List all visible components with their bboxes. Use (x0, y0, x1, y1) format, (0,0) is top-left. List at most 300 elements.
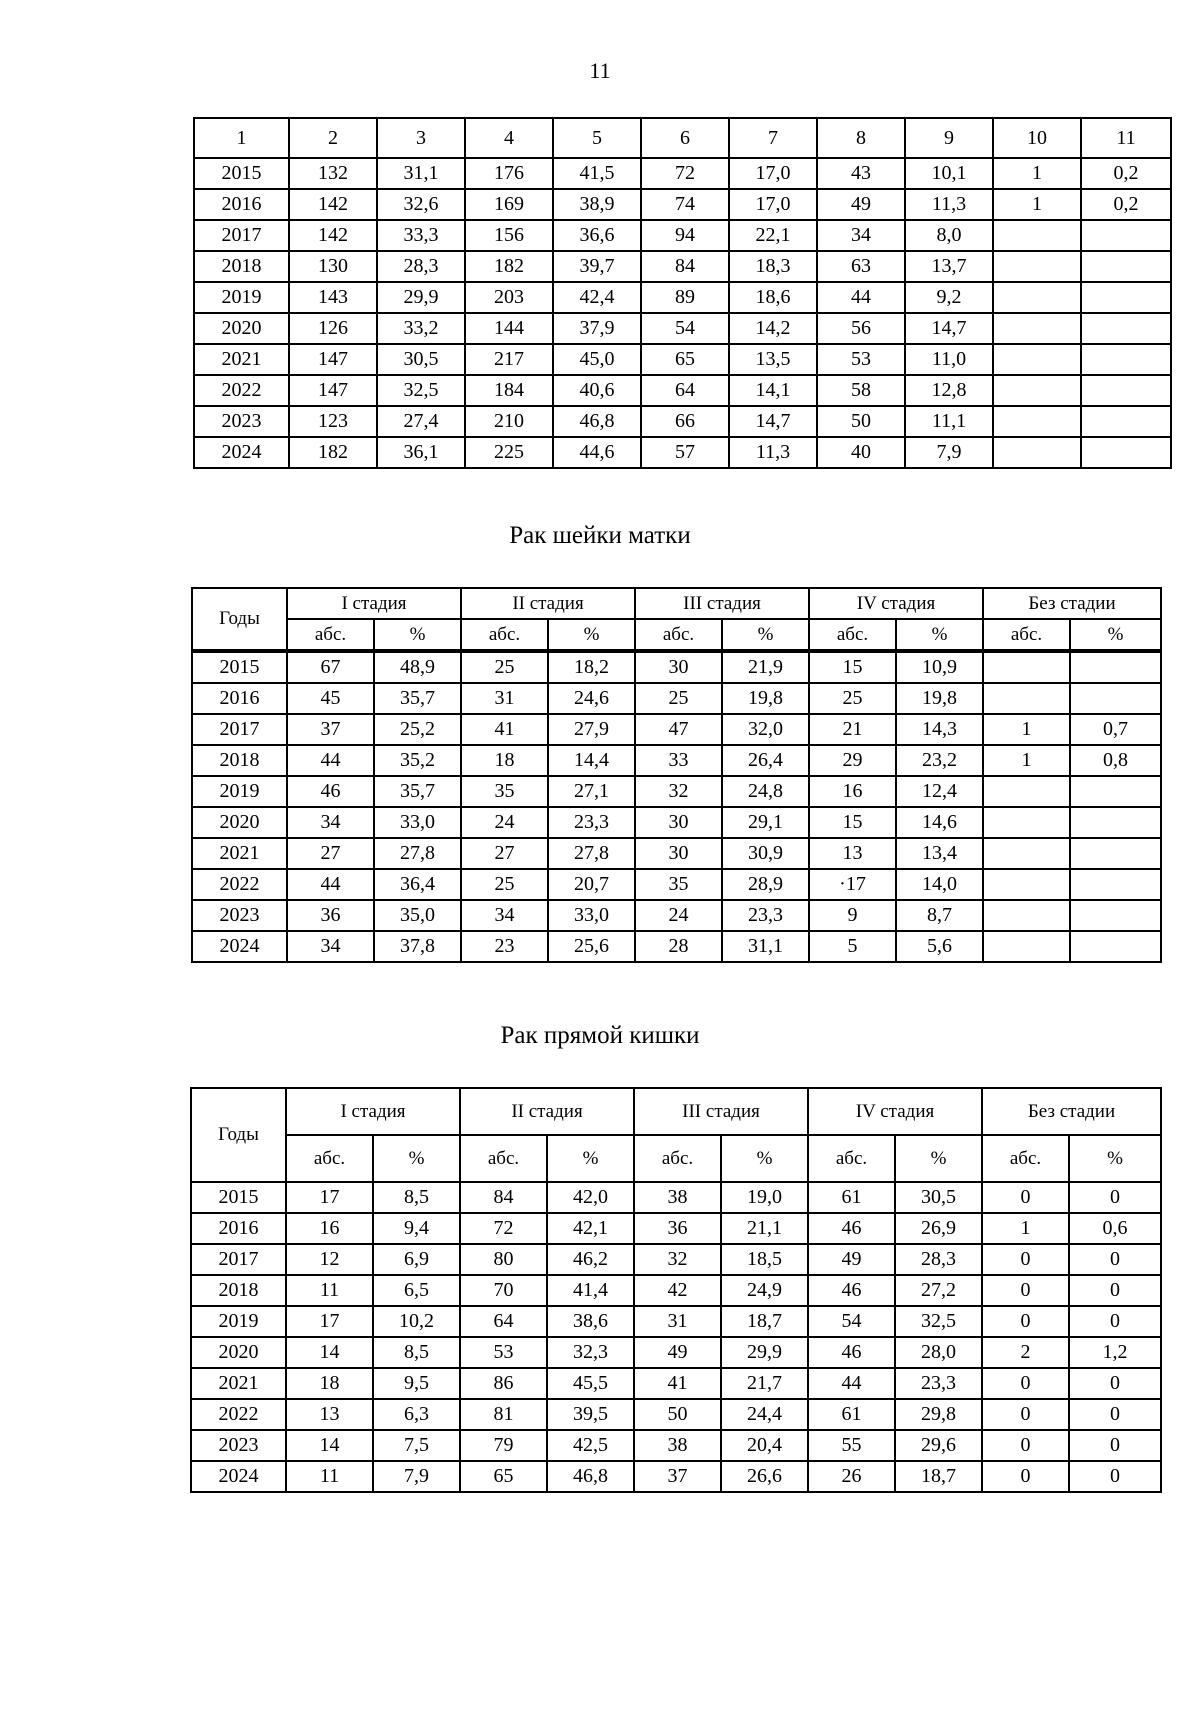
year-cell: 2024 (191, 1461, 286, 1492)
value-cell: 41,4 (547, 1275, 634, 1306)
value-cell: 1 (983, 714, 1070, 745)
value-cell (1070, 838, 1161, 869)
value-cell: 58 (817, 375, 905, 406)
value-cell: 27,9 (548, 714, 635, 745)
value-cell: 29 (809, 745, 896, 776)
value-cell: 12,4 (896, 776, 983, 807)
value-cell: 30,9 (722, 838, 809, 869)
value-cell: 32,6 (377, 189, 465, 220)
value-cell: 21,1 (721, 1213, 808, 1244)
value-cell (1081, 313, 1171, 344)
value-cell: 26,9 (895, 1213, 982, 1244)
year-cell: 2021 (191, 1368, 286, 1399)
stage-4-header: IV стадия (809, 588, 983, 619)
value-cell: 169 (465, 189, 553, 220)
percent-subheader: % (896, 619, 983, 651)
value-cell: 12,8 (905, 375, 993, 406)
value-cell: 30 (635, 838, 722, 869)
subheader-row (192, 619, 1161, 651)
value-cell: 37,9 (553, 313, 641, 344)
abs-subheader: абс. (460, 1135, 547, 1182)
value-cell: 28,9 (722, 869, 809, 900)
value-cell: 147 (289, 375, 377, 406)
value-cell: 44,6 (553, 437, 641, 468)
value-cell: 1 (983, 745, 1070, 776)
table-row (194, 251, 1171, 282)
value-cell: 86 (460, 1368, 547, 1399)
stage-header-row (192, 588, 1161, 619)
value-cell: 14,1 (729, 375, 817, 406)
value-cell: 32 (634, 1244, 721, 1275)
percent-subheader: % (548, 619, 635, 651)
abs-subheader: абс. (982, 1135, 1069, 1182)
abs-subheader: абс. (983, 619, 1070, 651)
value-cell: 94 (641, 220, 729, 251)
column-number: 2 (289, 118, 377, 158)
value-cell (1081, 220, 1171, 251)
value-cell: 147 (289, 344, 377, 375)
percent-subheader: % (895, 1135, 982, 1182)
column-number: 5 (553, 118, 641, 158)
stage-2-header: II стадия (460, 1088, 634, 1135)
table-row (194, 220, 1171, 251)
value-cell: 30,5 (895, 1182, 982, 1213)
value-cell: 42 (634, 1275, 721, 1306)
value-cell: 182 (289, 437, 377, 468)
value-cell: 6,3 (373, 1399, 460, 1430)
value-cell: 35 (635, 869, 722, 900)
value-cell: 36,6 (553, 220, 641, 251)
table-row (191, 1213, 1161, 1244)
value-cell: 1 (993, 158, 1081, 189)
value-cell: 6,5 (373, 1275, 460, 1306)
value-cell: 0 (982, 1306, 1069, 1337)
year-cell: 2015 (191, 1182, 286, 1213)
column-number: 7 (729, 118, 817, 158)
year-cell: 2023 (191, 1430, 286, 1461)
value-cell: 44 (808, 1368, 895, 1399)
value-cell: 44 (287, 745, 374, 776)
table-row (192, 745, 1161, 776)
value-cell: 21,7 (721, 1368, 808, 1399)
value-cell: 18,5 (721, 1244, 808, 1275)
value-cell: 53 (817, 344, 905, 375)
value-cell: 0 (1069, 1306, 1161, 1337)
value-cell (993, 313, 1081, 344)
table-row (192, 869, 1161, 900)
value-cell: 38 (634, 1182, 721, 1213)
table-row (194, 406, 1171, 437)
value-cell: 46 (287, 776, 374, 807)
value-cell: 25 (635, 683, 722, 714)
value-cell: 37 (634, 1461, 721, 1492)
year-cell: 2016 (192, 683, 287, 714)
value-cell: 31 (461, 683, 548, 714)
year-cell: 2020 (194, 313, 289, 344)
value-cell: 46,8 (547, 1461, 634, 1492)
value-cell: 9,5 (373, 1368, 460, 1399)
value-cell: 27 (287, 838, 374, 869)
abs-subheader: абс. (286, 1135, 373, 1182)
value-cell: 26 (808, 1461, 895, 1492)
value-cell: 65 (460, 1461, 547, 1492)
value-cell: 0,2 (1081, 189, 1171, 220)
value-cell: 45,0 (553, 344, 641, 375)
value-cell: 24,6 (548, 683, 635, 714)
value-cell: 29,9 (721, 1337, 808, 1368)
value-cell (1070, 651, 1161, 683)
year-cell: 2015 (194, 158, 289, 189)
value-cell: 11 (286, 1275, 373, 1306)
value-cell: 64 (641, 375, 729, 406)
value-cell: 0 (982, 1368, 1069, 1399)
value-cell: 14,6 (896, 807, 983, 838)
value-cell: 80 (460, 1244, 547, 1275)
value-cell: 61 (808, 1399, 895, 1430)
value-cell: 25,6 (548, 931, 635, 962)
value-cell: 67 (287, 651, 374, 683)
value-cell: 30 (635, 807, 722, 838)
value-cell: 61 (808, 1182, 895, 1213)
value-cell: 42,4 (553, 282, 641, 313)
value-cell: 0 (1069, 1182, 1161, 1213)
column-number: 10 (993, 118, 1081, 158)
value-cell: 50 (817, 406, 905, 437)
value-cell: 28 (635, 931, 722, 962)
value-cell: 13 (809, 838, 896, 869)
table-row (194, 158, 1171, 189)
value-cell: 64 (460, 1306, 547, 1337)
column-number: 9 (905, 118, 993, 158)
table-row (191, 1306, 1161, 1337)
table-row (192, 838, 1161, 869)
value-cell: 1 (993, 189, 1081, 220)
value-cell: 54 (808, 1306, 895, 1337)
value-cell: 182 (465, 251, 553, 282)
value-cell: 19,0 (721, 1182, 808, 1213)
value-cell: 29,9 (377, 282, 465, 313)
table-row (194, 313, 1171, 344)
value-cell: 11,3 (905, 189, 993, 220)
value-cell (993, 220, 1081, 251)
value-cell: 46 (808, 1213, 895, 1244)
value-cell: 28,0 (895, 1337, 982, 1368)
value-cell: 0 (982, 1461, 1069, 1492)
value-cell: 28,3 (895, 1244, 982, 1275)
value-cell: 12 (286, 1244, 373, 1275)
value-cell: 142 (289, 189, 377, 220)
year-cell: 2021 (192, 838, 287, 869)
cervical-cancer-table (191, 587, 1162, 963)
value-cell: 9,2 (905, 282, 993, 313)
percent-subheader: % (373, 1135, 460, 1182)
value-cell (1081, 251, 1171, 282)
value-cell: 84 (460, 1182, 547, 1213)
value-cell: 130 (289, 251, 377, 282)
rectal-cancer-title: Рак прямой кишки (500, 1022, 700, 1049)
table-row (191, 1461, 1161, 1492)
value-cell: 34 (461, 900, 548, 931)
table-row (194, 344, 1171, 375)
year-cell: 2023 (194, 406, 289, 437)
value-cell: 0 (982, 1244, 1069, 1275)
value-cell: 8,5 (373, 1337, 460, 1368)
value-cell: 29,1 (722, 807, 809, 838)
value-cell: 184 (465, 375, 553, 406)
cervical-cancer-title: Рак шейки матки (509, 522, 691, 549)
value-cell: 143 (289, 282, 377, 313)
value-cell: 34 (287, 931, 374, 962)
abs-subheader: абс. (634, 1135, 721, 1182)
value-cell: 0 (982, 1275, 1069, 1306)
value-cell: 14 (286, 1337, 373, 1368)
subheader-row (191, 1135, 1161, 1182)
value-cell: 0,7 (1070, 714, 1161, 745)
stage-3-header: III стадия (634, 1088, 808, 1135)
value-cell: 18,3 (729, 251, 817, 282)
table-row (192, 931, 1161, 962)
value-cell (1081, 344, 1171, 375)
value-cell: 30 (635, 651, 722, 683)
value-cell: 18,7 (721, 1306, 808, 1337)
value-cell: 1 (982, 1213, 1069, 1244)
value-cell: 35,7 (374, 776, 461, 807)
percent-subheader: % (374, 619, 461, 651)
no-stage-header: Без стадии (983, 588, 1161, 619)
value-cell: 126 (289, 313, 377, 344)
value-cell: 50 (634, 1399, 721, 1430)
value-cell (983, 931, 1070, 962)
value-cell: 5 (809, 931, 896, 962)
value-cell: 11,1 (905, 406, 993, 437)
value-cell: 11,0 (905, 344, 993, 375)
value-cell: 41 (634, 1368, 721, 1399)
value-cell: 14,4 (548, 745, 635, 776)
stage-3-header: III стадия (635, 588, 809, 619)
percent-subheader: % (722, 619, 809, 651)
table-row (192, 900, 1161, 931)
value-cell: 38,6 (547, 1306, 634, 1337)
column-number: 8 (817, 118, 905, 158)
value-cell: 7,5 (373, 1430, 460, 1461)
value-cell: 123 (289, 406, 377, 437)
table-row (192, 683, 1161, 714)
value-cell: 40,6 (553, 375, 641, 406)
value-cell: 210 (465, 406, 553, 437)
value-cell: 36 (634, 1213, 721, 1244)
year-cell: 2020 (191, 1337, 286, 1368)
value-cell: 81 (460, 1399, 547, 1430)
value-cell: 14 (286, 1430, 373, 1461)
value-cell: 0 (1069, 1399, 1161, 1430)
value-cell: 33 (635, 745, 722, 776)
value-cell: 24,4 (721, 1399, 808, 1430)
value-cell: 35,0 (374, 900, 461, 931)
year-cell: 2017 (194, 220, 289, 251)
year-cell: 2016 (191, 1213, 286, 1244)
value-cell: 37,8 (374, 931, 461, 962)
value-cell: 2 (982, 1337, 1069, 1368)
value-cell: 72 (641, 158, 729, 189)
value-cell: 56 (817, 313, 905, 344)
value-cell: 54 (641, 313, 729, 344)
year-cell: 2021 (194, 344, 289, 375)
value-cell: 49 (808, 1244, 895, 1275)
value-cell: 132 (289, 158, 377, 189)
value-cell: 27,2 (895, 1275, 982, 1306)
value-cell: 5,6 (896, 931, 983, 962)
value-cell: 25,2 (374, 714, 461, 745)
value-cell: 74 (641, 189, 729, 220)
value-cell: 45 (287, 683, 374, 714)
value-cell (1070, 931, 1161, 962)
value-cell: 27,4 (377, 406, 465, 437)
value-cell: 9 (809, 900, 896, 931)
value-cell: 7,9 (905, 437, 993, 468)
value-cell: 15 (809, 651, 896, 683)
table-row (192, 807, 1161, 838)
value-cell: 34 (817, 220, 905, 251)
value-cell: 10,1 (905, 158, 993, 189)
value-cell: 23,3 (722, 900, 809, 931)
value-cell: 24 (635, 900, 722, 931)
year-cell: 2024 (192, 931, 287, 962)
value-cell: 31 (634, 1306, 721, 1337)
value-cell: 28,3 (377, 251, 465, 282)
value-cell: 33,0 (548, 900, 635, 931)
value-cell: 79 (460, 1430, 547, 1461)
abs-subheader: абс. (287, 619, 374, 651)
value-cell (993, 344, 1081, 375)
value-cell: 25 (461, 651, 548, 683)
value-cell: 32,5 (895, 1306, 982, 1337)
value-cell: 225 (465, 437, 553, 468)
table-row (194, 437, 1171, 468)
value-cell: 0 (1069, 1275, 1161, 1306)
abs-subheader: абс. (809, 619, 896, 651)
value-cell: 36,4 (374, 869, 461, 900)
value-cell: 42,0 (547, 1182, 634, 1213)
value-cell: 16 (286, 1213, 373, 1244)
column-number: 6 (641, 118, 729, 158)
year-cell: 2018 (191, 1275, 286, 1306)
percent-subheader: % (1070, 619, 1161, 651)
value-cell: 0,2 (1081, 158, 1171, 189)
value-cell: 14,0 (896, 869, 983, 900)
value-cell: 24 (461, 807, 548, 838)
value-cell: 39,7 (553, 251, 641, 282)
value-cell: 0 (1069, 1461, 1161, 1492)
value-cell (1070, 807, 1161, 838)
table-row (194, 282, 1171, 313)
value-cell: 26,4 (722, 745, 809, 776)
year-cell: 2015 (192, 651, 287, 683)
value-cell: 36,1 (377, 437, 465, 468)
value-cell: 37 (287, 714, 374, 745)
value-cell: 6,9 (373, 1244, 460, 1275)
value-cell: 27,8 (374, 838, 461, 869)
value-cell (993, 406, 1081, 437)
year-cell: 2024 (194, 437, 289, 468)
value-cell: 21,9 (722, 651, 809, 683)
value-cell: 0 (982, 1182, 1069, 1213)
value-cell: 30,5 (377, 344, 465, 375)
value-cell: 18,6 (729, 282, 817, 313)
value-cell: 156 (465, 220, 553, 251)
value-cell: 36 (287, 900, 374, 931)
value-cell (1070, 776, 1161, 807)
value-cell (983, 776, 1070, 807)
year-cell: 2018 (192, 745, 287, 776)
value-cell: 42,5 (547, 1430, 634, 1461)
value-cell: 14,7 (905, 313, 993, 344)
value-cell: 13,4 (896, 838, 983, 869)
value-cell: 16 (809, 776, 896, 807)
years-header: Годы (191, 1088, 286, 1182)
stage-1-header: I стадия (286, 1088, 460, 1135)
stage-header-row (191, 1088, 1161, 1135)
value-cell: 142 (289, 220, 377, 251)
value-cell: 84 (641, 251, 729, 282)
value-cell: 63 (817, 251, 905, 282)
value-cell: 41,5 (553, 158, 641, 189)
year-cell: 2017 (192, 714, 287, 745)
value-cell: 0 (982, 1399, 1069, 1430)
value-cell: 1,2 (1069, 1337, 1161, 1368)
value-cell: 144 (465, 313, 553, 344)
year-cell: 2022 (191, 1399, 286, 1430)
value-cell: 29,8 (895, 1399, 982, 1430)
value-cell: 18,2 (548, 651, 635, 683)
table-row (192, 776, 1161, 807)
value-cell: 31,1 (377, 158, 465, 189)
value-cell: 18 (286, 1368, 373, 1399)
value-cell: 46 (808, 1337, 895, 1368)
value-cell: 38 (634, 1430, 721, 1461)
value-cell: 24,8 (722, 776, 809, 807)
value-cell: 8,0 (905, 220, 993, 251)
page-number: 11 (589, 58, 611, 83)
value-cell: 65 (641, 344, 729, 375)
value-cell: 32,3 (547, 1337, 634, 1368)
value-cell: 32 (635, 776, 722, 807)
value-cell: 17,0 (729, 158, 817, 189)
years-header: Годы (192, 588, 287, 651)
value-cell (993, 437, 1081, 468)
value-cell: 0,6 (1069, 1213, 1161, 1244)
column-number-row (194, 118, 1171, 158)
value-cell: 18,7 (895, 1461, 982, 1492)
value-cell (1081, 406, 1171, 437)
table-row (191, 1399, 1161, 1430)
value-cell: 23,3 (895, 1368, 982, 1399)
value-cell: 10,2 (373, 1306, 460, 1337)
value-cell: 45,5 (547, 1368, 634, 1399)
table-row (191, 1244, 1161, 1275)
year-cell: 2019 (191, 1306, 286, 1337)
value-cell: 14,7 (729, 406, 817, 437)
value-cell: 33,3 (377, 220, 465, 251)
table-row (191, 1430, 1161, 1461)
table-row (192, 651, 1161, 683)
value-cell: 217 (465, 344, 553, 375)
value-cell (1070, 683, 1161, 714)
year-cell: 2019 (192, 776, 287, 807)
value-cell: 24,9 (721, 1275, 808, 1306)
value-cell: 44 (287, 869, 374, 900)
value-cell: 20,4 (721, 1430, 808, 1461)
value-cell: 48,9 (374, 651, 461, 683)
